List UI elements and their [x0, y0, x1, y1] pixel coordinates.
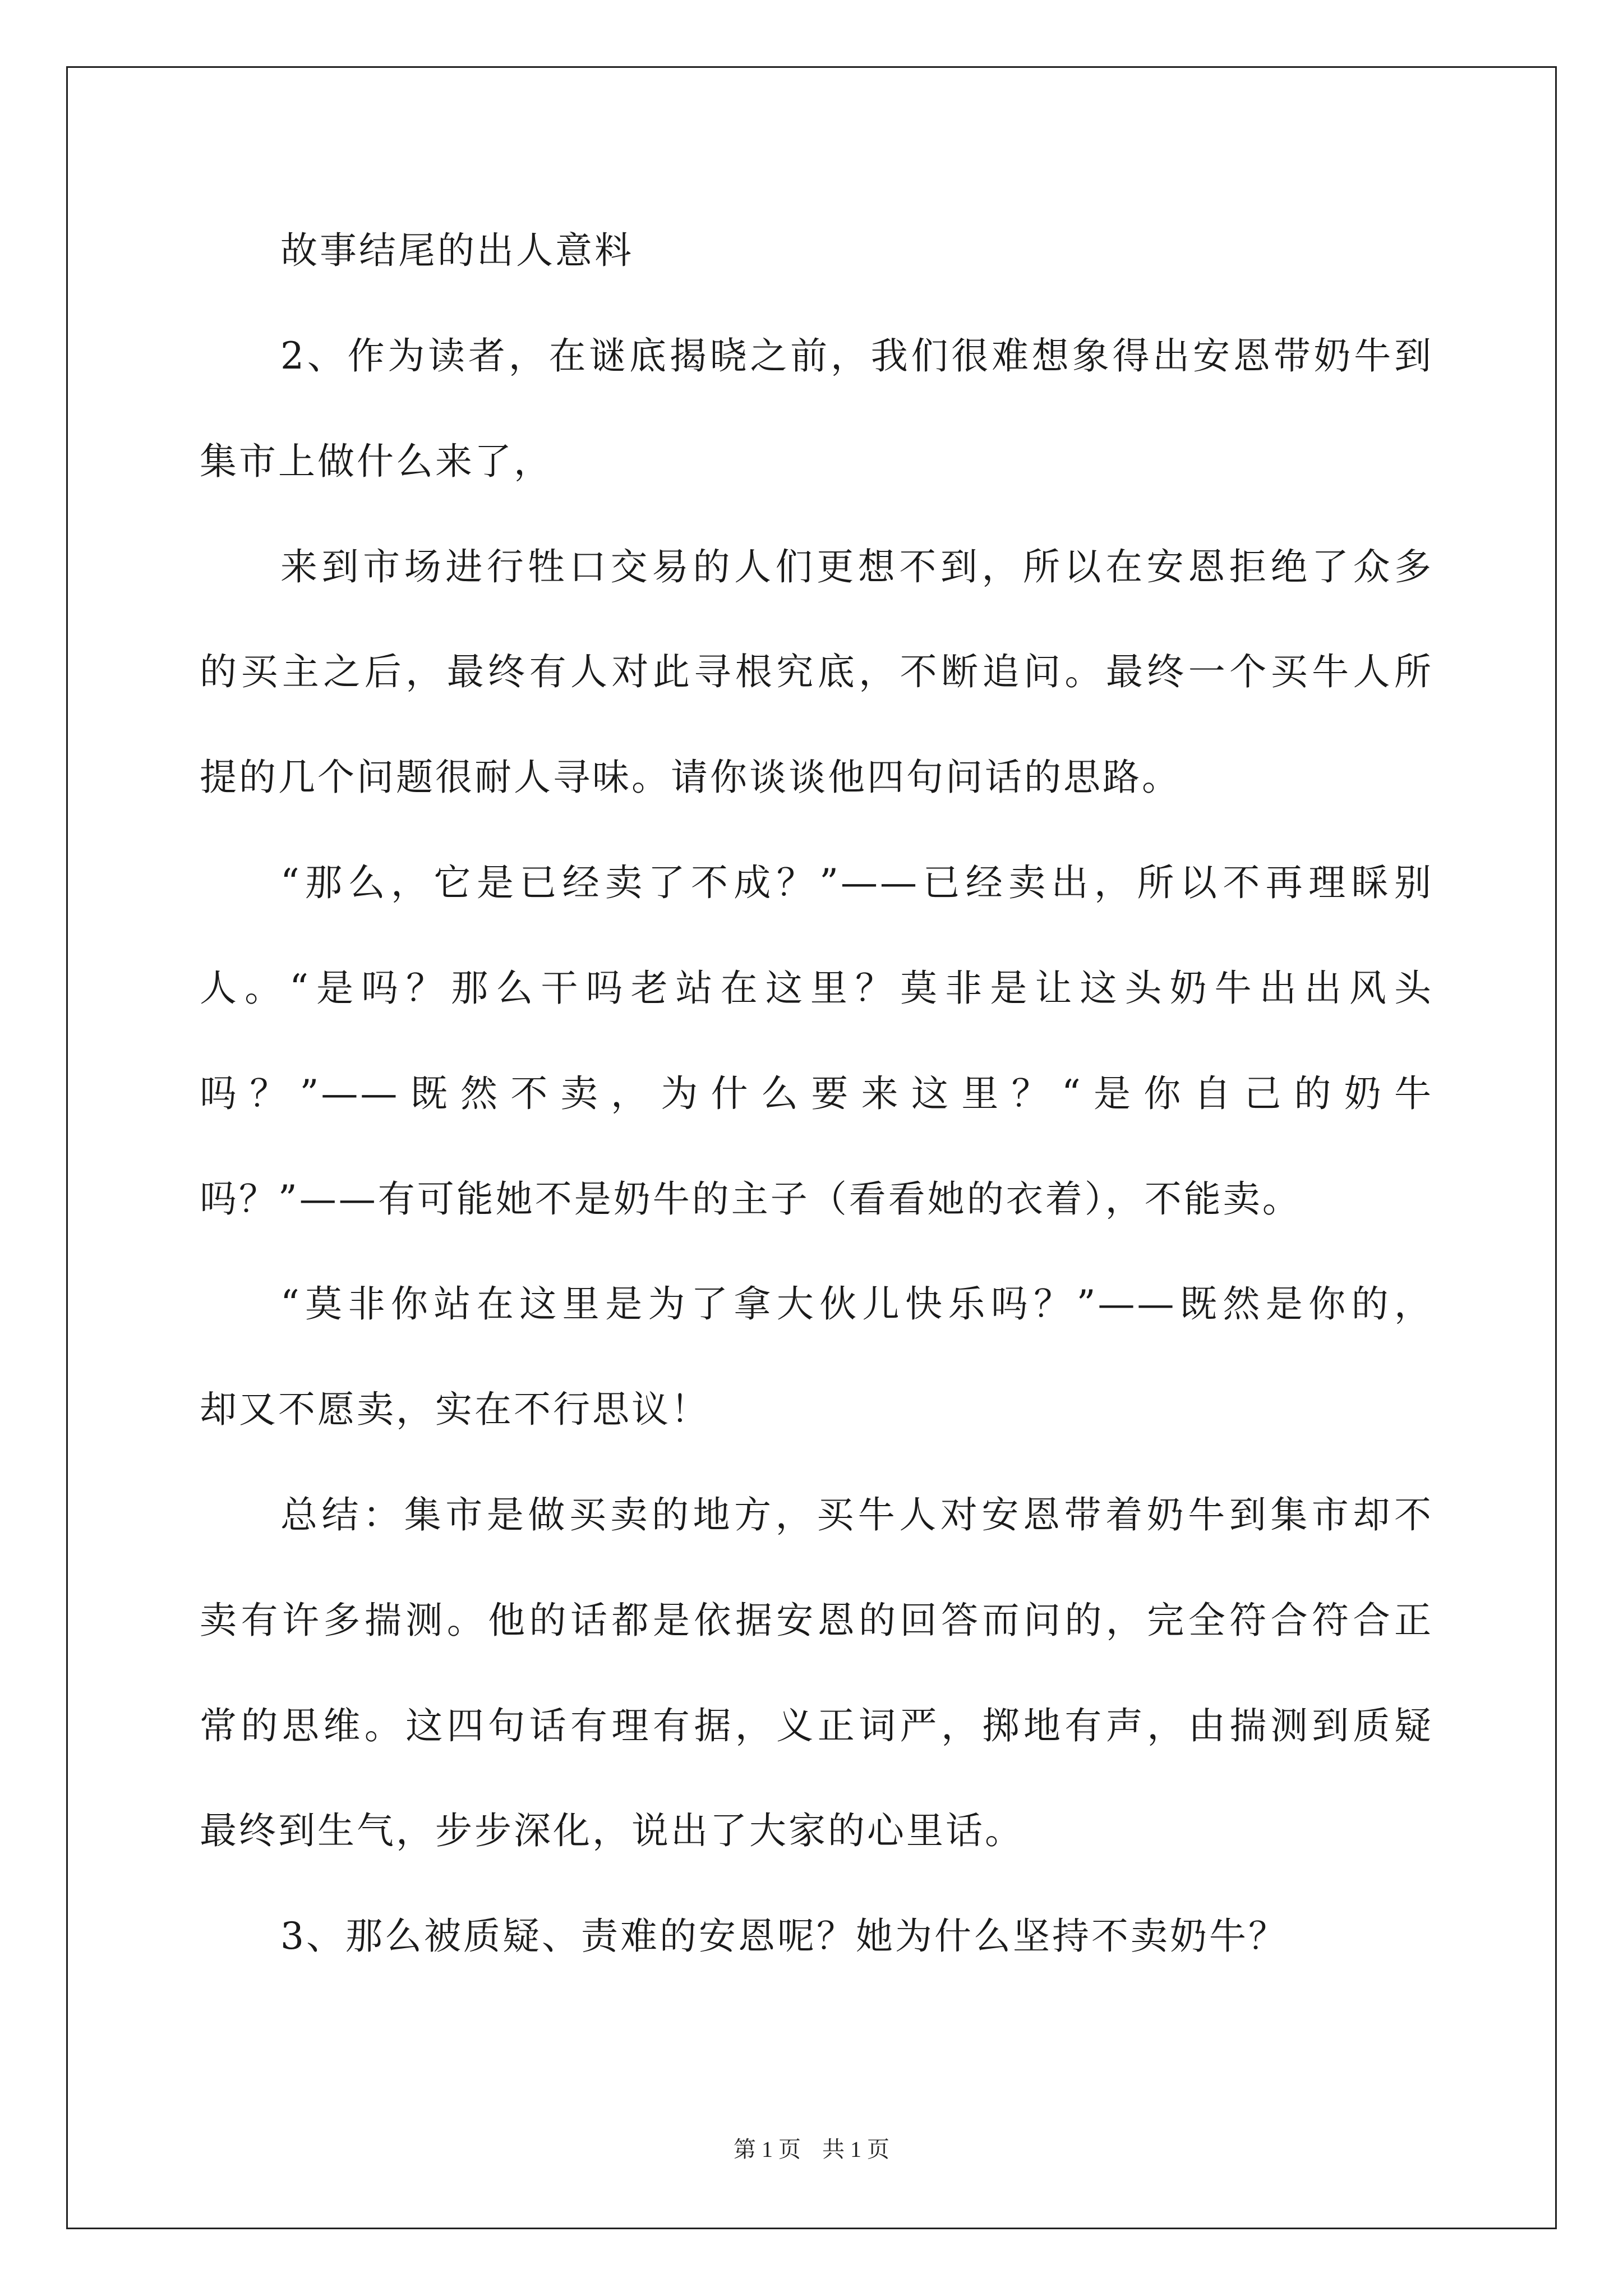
paragraph-line: 总结：集市是做买卖的地方，买牛人对安恩带着奶牛到集市却不	[280, 1493, 1433, 1536]
paragraph-line: 常的思维。这四句话有理有据，义正词严，掷地有声，由揣测到质疑	[200, 1704, 1433, 1747]
paragraph-line: 3、那么被质疑、责难的安恩呢？她为什么坚持不卖奶牛？	[280, 1915, 1288, 1958]
paragraph-line: 人。“是吗？那么干吗老站在这里？莫非是让这头奶牛出出风头	[200, 967, 1433, 1010]
page-total: 共 1 页	[822, 2137, 889, 2162]
paragraph-line: 来到市场进行牲口交易的人们更想不到，所以在安恩拒绝了众多	[280, 545, 1433, 588]
paragraph-line: 2、作为读者，在谜底揭晓之前，我们很难想象得出安恩带奶牛到	[280, 334, 1433, 378]
paragraph-line: “莫非你站在这里是为了拿大伙儿快乐吗？”——既然是你的，	[280, 1282, 1433, 1326]
paragraph-line: “那么，它是已经卖了不成？”——已经卖出，所以不再理睬别	[280, 861, 1433, 904]
paragraph-line: 卖有许多揣测。他的话都是依据安恩的回答而问的，完全符合符合正	[200, 1599, 1433, 1642]
paragraph-line: 吗？”——既然不卖，为什么要来这里？“是你自己的奶牛	[200, 1072, 1433, 1115]
paragraph-line: 却又不愿卖，实在不行思议！	[200, 1388, 710, 1431]
heading-line: 故事结尾的出人意料	[280, 229, 634, 272]
paragraph-line: 吗？”——有可能她不是奶牛的主子（看看她的衣着），不能卖。	[200, 1177, 1302, 1221]
paragraph-line: 最终到生气，步步深化，说出了大家的心里话。	[200, 1809, 1024, 1852]
paragraph-line: 的买主之后，最终有人对此寻根究底，不断追问。最终一个买牛人所	[200, 650, 1433, 693]
paragraph-line: 提的几个问题很耐人寻味。请你谈谈他四句问话的思路。	[200, 756, 1181, 799]
page-footer	[0, 2136, 1623, 2163]
paragraph-line: 集市上做什么来了，	[200, 440, 553, 483]
page-border	[66, 66, 1557, 2229]
page-number: 第 1 页	[734, 2137, 801, 2162]
